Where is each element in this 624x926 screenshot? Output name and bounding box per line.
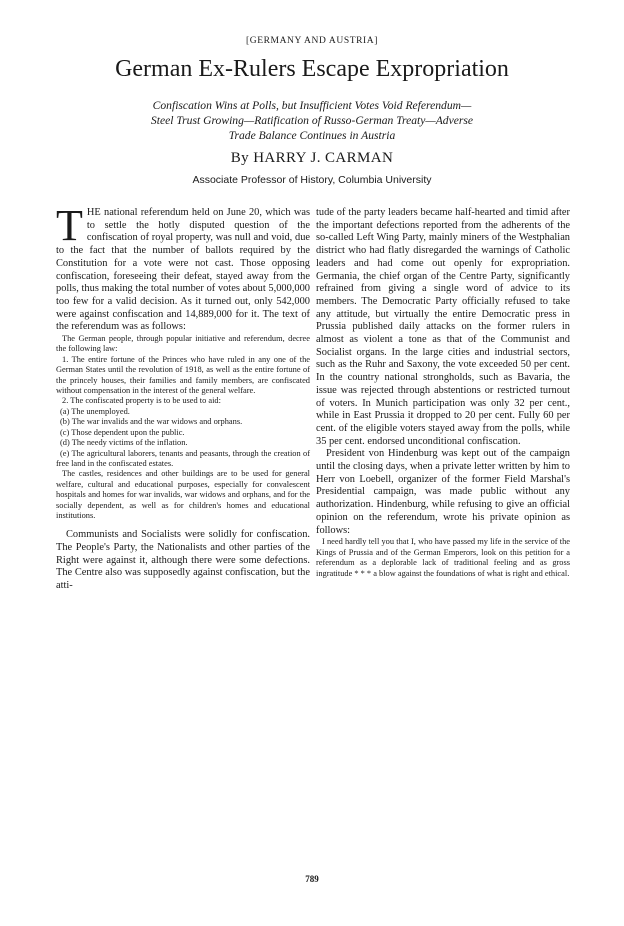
hindenburg-quote: I need hardly tell you that I, who have passed my life in the service of the Kings of Prussia and of the German Emperors, look on this petition for a referendum as a deplorable lack of traditional feeling and as gross ingratitude * * * a blow against the foundations of what is right and ethical.	[316, 537, 570, 578]
paragraph-gap	[56, 521, 310, 529]
subtitle-line: Confiscation Wins at Polls, but Insufficient Votes Void Referendum—	[152, 99, 472, 112]
referendum-quote-item-e: (e) The agricultural laborers, tenants and peasants, through the creation of free land in the confiscated estates.	[56, 448, 310, 468]
byline: By HARRY J. CARMAN	[230, 150, 394, 166]
left-column	[56, 201, 310, 593]
referendum-quote-item-a: (a) The unemployed.	[60, 406, 130, 416]
referendum-quote-item-b: (b) The war invalids and the war widows and orphans.	[60, 417, 243, 427]
referendum-quote-article-2: 2. The confiscated property is to be used to aid:	[62, 396, 221, 406]
page-number: 789	[305, 874, 319, 884]
referendum-quote-castles: The castles, residences and other buildings are to be used for general welfare, cultural and educational purposes, especially for convalescent hospitals and homes for war invalids, war widows and orphans, and for the socially dependent, as well as for children's homes and educational institutions.	[56, 469, 310, 520]
continued-paragraph: tude of the party leaders became half-hearted and timid after the important defections reported from the adherents of the so-called Left Wing Party, mainly miners of the Westphalian district who had flatly disregarded the warnings of Catholic leaders and had come out openly for expropriation. Germania, the chief organ of the Centre Party, significantly refrained from giving a single word of advice to its members. The Democratic Party officially refused to take any attitude, but virtually the entire Democratic press in Prussia published daily attacks on the former rulers in almost as violent a tone as that of the Communist and Socialist organs. In the large cities and industrial sectors, such as the Ruhr and Saxony, the vote exceeded 50 per cent. In the country national strongholds, such as Bavaria, the issue was rejected through abstentions or restricted turnout of voters. In Munich participation was only 32 per cent., while in East Prussia it dropped to 20 per cent. Fully 60 per cent. of the eligible voters stayed away from the polls, while 35 per cent. endorsed unconditional confiscation.	[316, 207, 570, 447]
article-subtitle	[100, 98, 524, 143]
referendum-quote-item-d: (d) The needy victims of the inflation.	[60, 438, 188, 448]
referendum-quote-intro: The German people, through popular initiative and referendum, decree the following law:	[56, 334, 310, 354]
subtitle-line: Trade Balance Continues in Austria	[228, 129, 396, 142]
subtitle-line: Steel Trust Growing—Ratification of Russo-German Treaty—Adverse	[150, 114, 474, 127]
section-tag: [GERMANY AND AUSTRIA]	[245, 36, 379, 46]
referendum-quote-article-1: 1. The entire fortune of the Princes who have ruled in any one of the German States until the revolution of 1918, as well as the entire fortune of the princely houses, their families and family members, are confiscated without compensation in the interest of the general welfare.	[56, 354, 310, 396]
right-column	[316, 207, 570, 579]
opening-paragraph	[56, 201, 310, 334]
referendum-quote-item-c: (c) Those dependent upon the public.	[60, 427, 185, 437]
hindenburg-paragraph: President von Hindenburg was kept out of the campaign until the closing days, when a private letter written by him to Herr von Loebell, organizer of the former Field Marshal's Presidential campaign, was made public without any authorization. Hindenburg, while refusing to give an official opinion on the referendum, wrote his private opinion as follows:	[316, 448, 570, 536]
parties-paragraph: Communists and Socialists were solidly for confiscation. The People's Party, the Nationalists and other parties of the Right were against it, although there were some defections. The Centre also was supposedly against confiscation, but the atti-	[56, 529, 310, 592]
article-title: German Ex-Rulers Escape Expropriation	[115, 56, 509, 82]
opening-paragraph-text: HE national referendum held on June 20, which was to settle the hotly disputed question of the confiscation of royal property, was null and void, due to the fact that the number of ballots required by the Constitution for a vote were not cast. Those opposing confiscation, foreseeing their defeat, stayed away from the polls, thus making the total number of votes about 5,000,000 too few for a valid decision. As it turned out, only 542,000 were against confiscation and 14,889,000 for it. The text of the referendum was as follows:	[56, 207, 310, 333]
drop-cap: T	[56, 201, 83, 250]
author-affiliation: Associate Professor of History, Columbia University	[192, 174, 432, 186]
